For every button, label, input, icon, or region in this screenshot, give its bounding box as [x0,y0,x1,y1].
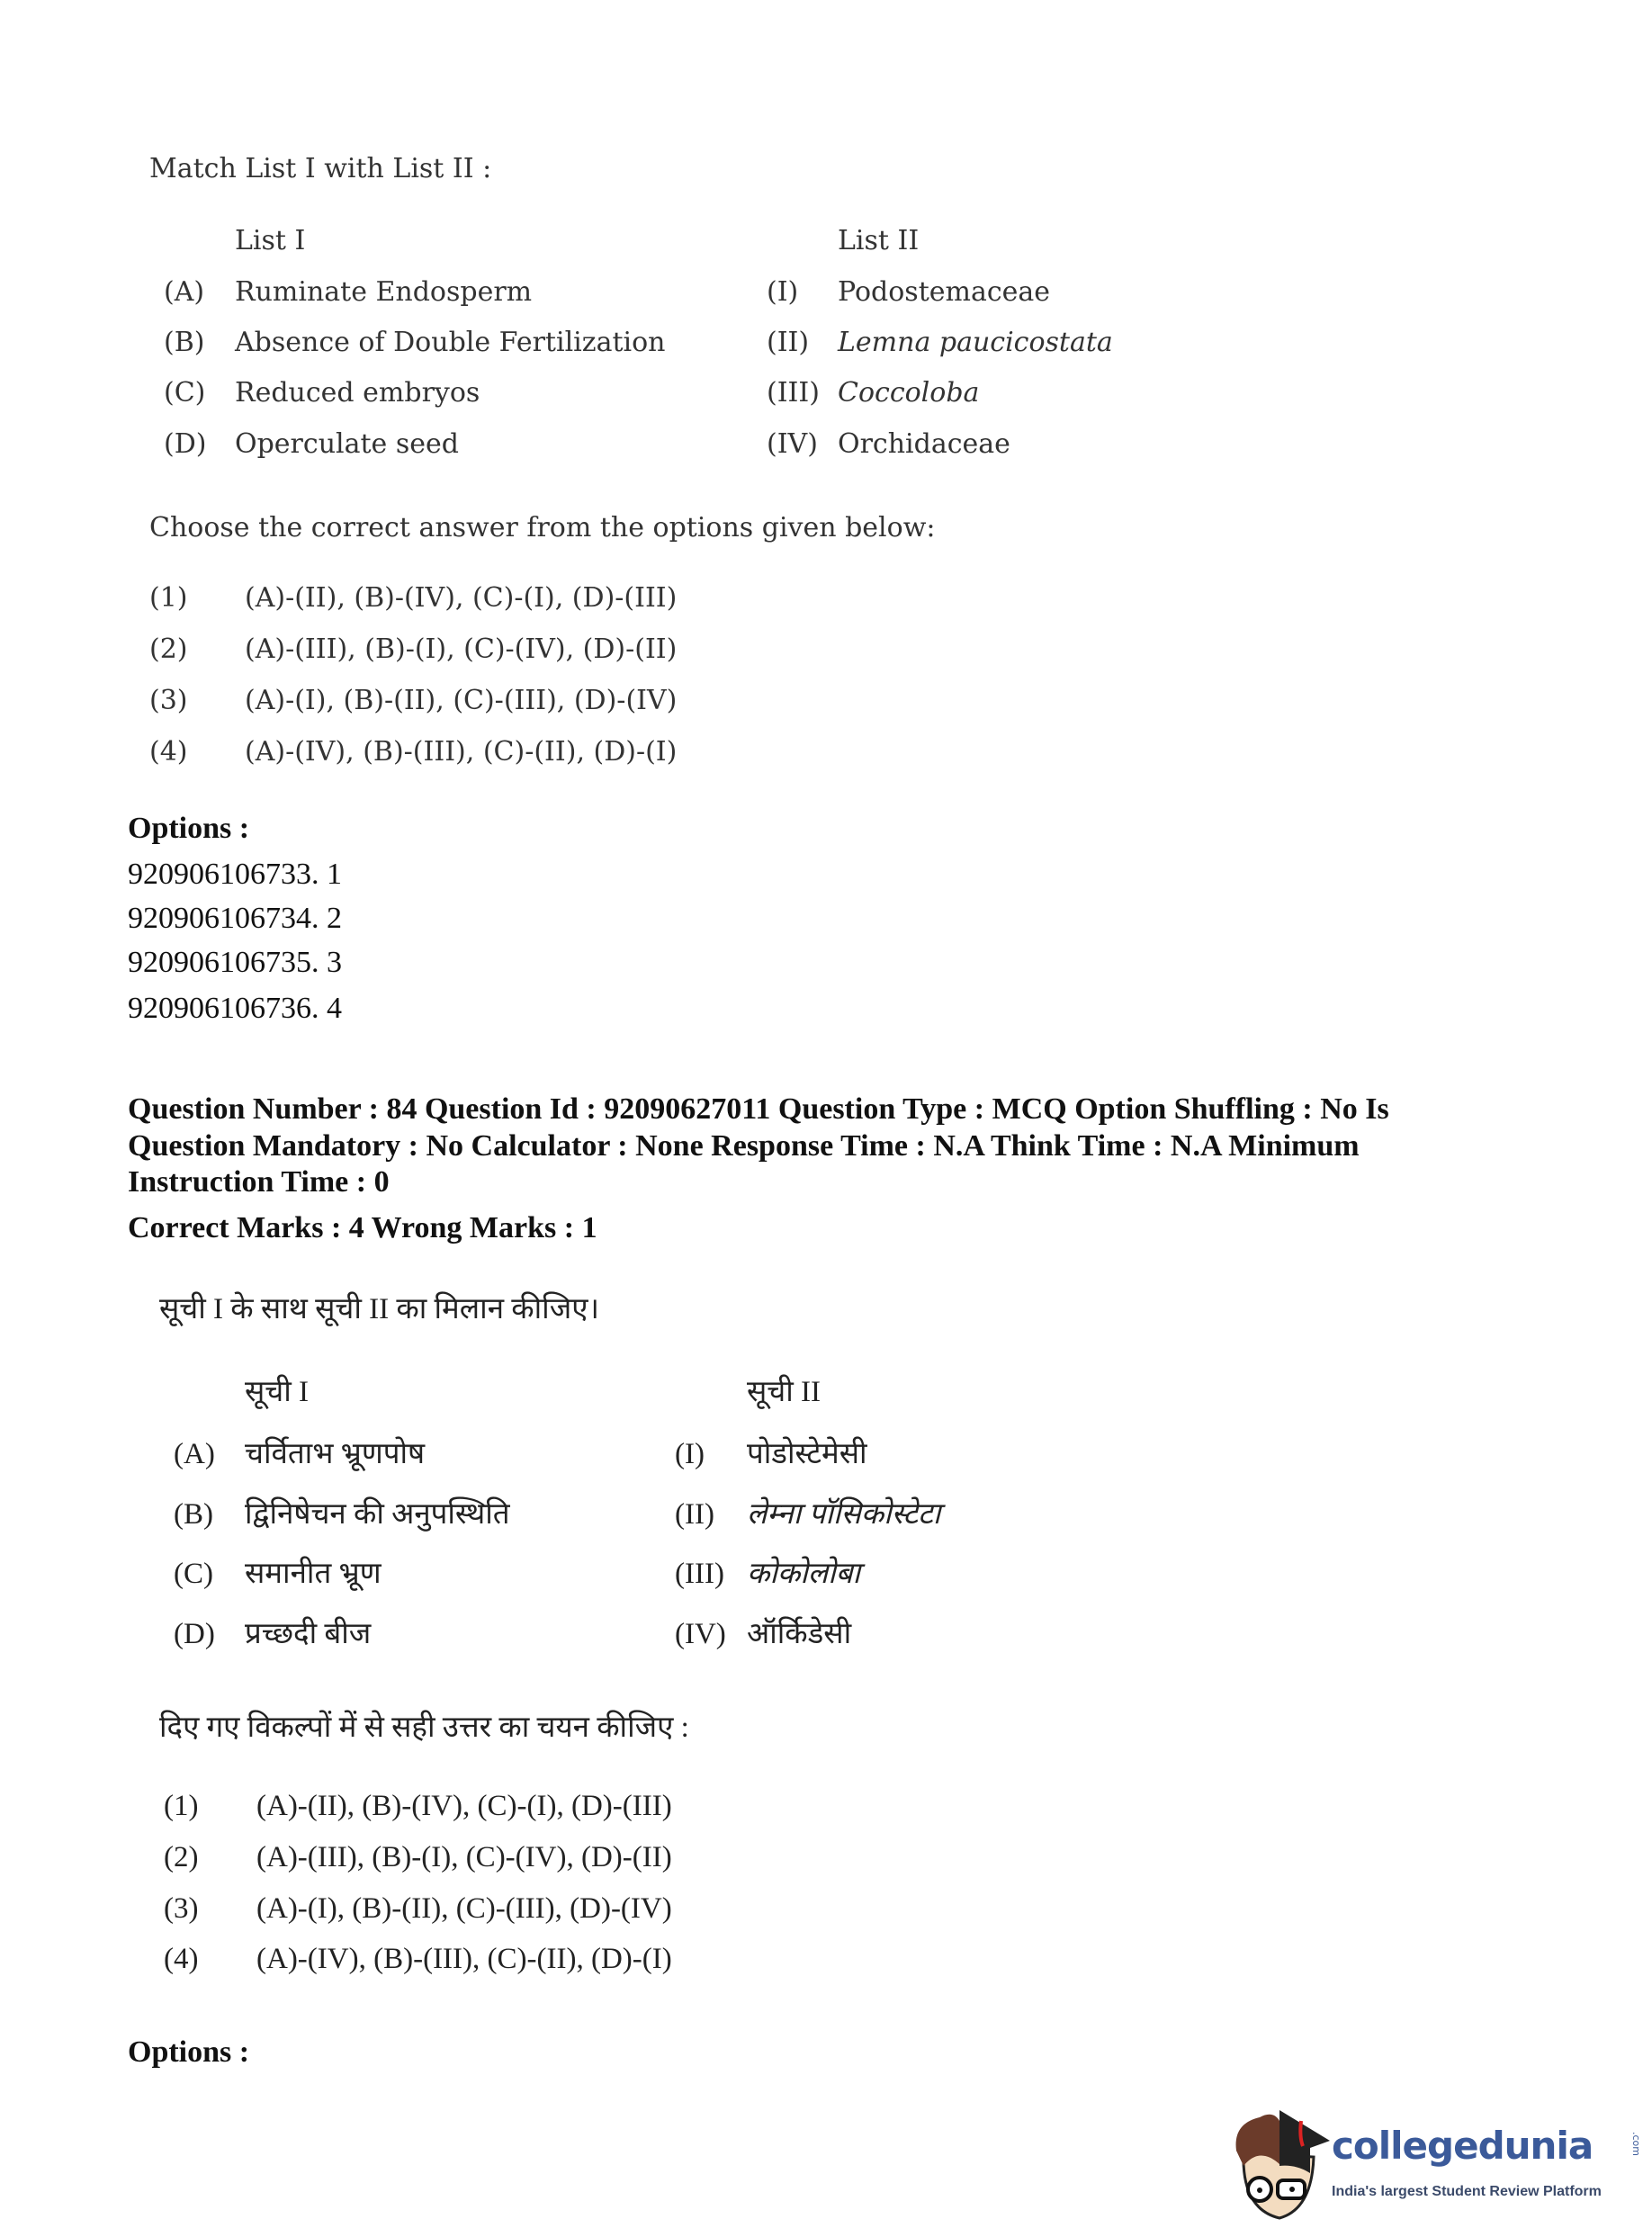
list2-label: (I) [675,1438,705,1470]
list2-item: Lemna paucicostata [838,327,1113,358]
logo-tagline: India's largest Student Review Platform [1332,2184,1602,2199]
list2-item: Coccoloba [838,377,980,409]
question-marks: Correct Marks : 4 Wrong Marks : 1 [128,1211,597,1244]
list2-item: Podostemaceae [838,276,1051,308]
list2-item: Orchidaceae [838,428,1010,460]
choice-number: (2) [164,1841,199,1873]
choice-number: (1) [149,582,188,614]
list2-label: (I) [767,276,799,308]
choice-number: (1) [164,1790,199,1822]
choice-text: (A)-(I), (B)-(II), (C)-(III), (D)-(IV) [256,1892,672,1925]
list2-item: कोकोलोबा [747,1558,861,1590]
hindi-list1-header: सूची I [245,1376,310,1408]
question-meta-line: Instruction Time : 0 [128,1165,390,1199]
list1-item: Reduced embryos [235,377,480,409]
option-id: 920906106733. 1 [128,858,342,891]
hindi-choose-instruction: दिए गए विकल्पों में से सही उत्तर का चयन कीजिए : [159,1711,689,1744]
list1-label: (C) [174,1558,213,1590]
collegedunia-logo [1224,2101,1652,2223]
choice-text: (A)-(I), (B)-(II), (C)-(III), (D)-(IV) [245,685,678,716]
choice-text: (A)-(II), (B)-(IV), (C)-(I), (D)-(III) [256,1790,672,1822]
list2-label: (IV) [675,1618,726,1650]
question-instruction: Match List I with List II : [149,153,492,184]
list2-item: ऑर्किडेसी [747,1618,852,1650]
logo-wordmark: collegedunia [1332,2124,1594,2168]
choice-number: (3) [164,1892,199,1925]
list1-header: List I [235,225,306,256]
choice-text: (A)-(IV), (B)-(III), (C)-(II), (D)-(I) [245,736,678,768]
choice-text: (A)-(III), (B)-(I), (C)-(IV), (D)-(II) [245,633,678,665]
option-id: 920906106734. 2 [128,902,342,935]
list1-label: (D) [174,1618,215,1650]
list1-item: Operculate seed [235,428,459,460]
list2-item: पोडोस्टेमेसी [747,1438,867,1470]
choice-text: (A)-(III), (B)-(I), (C)-(IV), (D)-(II) [256,1841,672,1873]
question-meta-line: Question Mandatory : No Calculator : None Response Time : N.A Think Time : N.A Minimum [128,1129,1360,1163]
hindi-list2-header: सूची II [747,1376,822,1408]
question-meta-line: Question Number : 84 Question Id : 92090627011 Question Type : MCQ Option Shuffling : No Is [128,1092,1389,1126]
list1-label: (A) [164,276,205,308]
list1-label: (A) [174,1438,215,1470]
list1-item: समानीत भ्रूण [245,1558,382,1590]
list1-label: (D) [164,428,207,460]
option-id: 920906106736. 4 [128,992,342,1025]
choice-number: (2) [149,633,188,665]
choice-text: (A)-(IV), (B)-(III), (C)-(II), (D)-(I) [256,1943,672,1975]
mascot-icon [1224,2101,1332,2223]
hindi-instruction: सूची I के साथ सूची II का मिलान कीजिए। [159,1293,599,1325]
choice-number: (3) [149,685,188,716]
list1-label: (C) [164,377,206,409]
choice-number: (4) [149,736,188,768]
list2-header: List II [838,225,920,256]
choice-number: (4) [164,1943,199,1975]
list1-item: Absence of Double Fertilization [235,327,666,358]
choose-instruction: Choose the correct answer from the options given below: [149,512,936,544]
list1-item: Ruminate Endosperm [235,276,533,308]
choice-text: (A)-(II), (B)-(IV), (C)-(I), (D)-(III) [245,582,678,614]
list1-item: चर्विताभ भ्रूणपोष [245,1438,426,1470]
list1-label: (B) [164,327,205,358]
list2-label: (II) [767,327,810,358]
list2-item: लेम्ना पॉसिकोस्टेटा [747,1498,941,1531]
list1-item: प्रच्छदी बीज [245,1618,372,1650]
list2-label: (III) [767,377,820,409]
list2-label: (III) [675,1558,724,1590]
list1-item: द्विनिषेचन की अनुपस्थिति [245,1498,510,1531]
options-heading: Options : [128,812,250,845]
options-heading: Options : [128,2035,250,2069]
list2-label: (II) [675,1498,714,1531]
option-id: 920906106735. 3 [128,946,342,979]
logo-com: .com [1630,2132,1642,2156]
list1-label: (B) [174,1498,213,1531]
list2-label: (IV) [767,428,818,460]
